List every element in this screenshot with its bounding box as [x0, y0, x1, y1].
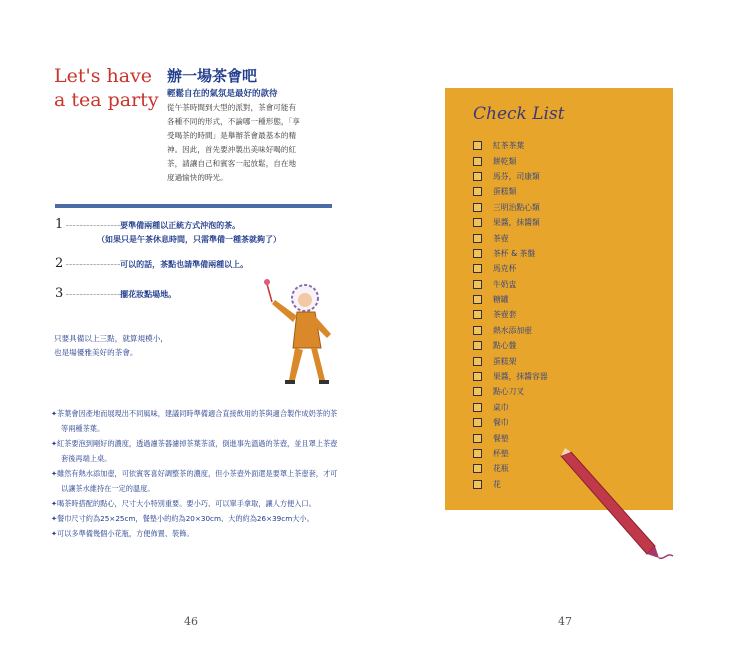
checklist-item-label: 紅茶茶葉 [493, 141, 525, 151]
title-english: Let's have a tea party [54, 65, 159, 111]
checklist-item[interactable] [473, 277, 548, 292]
checkbox[interactable] [473, 187, 482, 196]
checkbox[interactable] [473, 280, 482, 289]
checkbox[interactable] [473, 464, 482, 473]
checkbox[interactable] [473, 141, 482, 150]
checklist-item[interactable] [473, 261, 548, 276]
tips-list [51, 406, 341, 541]
checklist-item[interactable] [473, 200, 548, 215]
checklist-item[interactable] [473, 215, 548, 230]
checkbox[interactable] [473, 449, 482, 458]
leader-dots: ······································· [65, 223, 121, 230]
checklist-item-label: 杯墊 [493, 449, 509, 458]
section-divider [55, 204, 332, 208]
checklist-item[interactable] [473, 323, 548, 338]
checklist-item[interactable] [473, 400, 548, 415]
checklist-item[interactable] [473, 369, 548, 384]
checklist-title: Check List [473, 104, 565, 124]
page-number-right: 47 [558, 615, 572, 628]
checkbox[interactable] [473, 172, 482, 181]
checkbox[interactable] [473, 310, 482, 319]
item-text: 可以的話，茶點也請準備兩種以上。 [120, 260, 249, 269]
checklist-item-label: 桌巾 [493, 402, 509, 412]
title-chinese: 辦一場茶會吧 [167, 67, 258, 85]
item-number: 3 [55, 286, 64, 301]
checkbox[interactable] [473, 295, 482, 304]
item-1-note: （如果只是午茶休息時間，只需準備一種茶就夠了） [97, 235, 281, 244]
checklist-item[interactable] [473, 230, 548, 245]
item-text: 要準備兩種以正統方式沖泡的茶。 [120, 221, 241, 230]
checkbox[interactable] [473, 372, 482, 381]
checklist-item[interactable] [473, 446, 548, 461]
checklist-item-label: 馬克杯 [493, 264, 517, 274]
intro-line: 從午茶時間到大型的派對，茶會可能有 [167, 103, 297, 112]
checklist-item-label: 果醬，抹醬容器 [493, 372, 548, 382]
intro-line: 神。因此，首先要沖製出美味好喝的紅 [167, 145, 297, 154]
checklist-item-label: 牛奶盅 [493, 279, 517, 289]
subtitle: 輕鬆自在的氣氛是最好的款待 [167, 89, 278, 99]
checklist-item-label: 點心盤 [493, 341, 517, 351]
checklist-item[interactable] [473, 353, 548, 368]
checkbox[interactable] [473, 387, 482, 396]
checklist [473, 138, 548, 492]
list-item-2 [55, 256, 248, 271]
man-holding-flower-illustration [245, 276, 355, 396]
checklist-item[interactable] [473, 430, 548, 445]
item-number: 2 [55, 256, 64, 271]
tip-item: ✦茶葉會因產地而展現出不同風味，建議同時準備適合直接飲用的茶與適合製作成奶茶的茶等兩種茶葉。 [51, 409, 338, 433]
list-item-3 [55, 286, 176, 301]
tip-item: ✦紅茶要泡到剛好的濃度，透過濾茶器濾掉茶葉茶渣，倒進事先溫過的茶壺，並且罩上茶壺套後再端上桌。 [51, 439, 338, 463]
checklist-item[interactable] [473, 307, 548, 322]
checkbox[interactable] [473, 264, 482, 273]
checkbox[interactable] [473, 480, 482, 489]
checklist-item-label: 蛋糕架 [493, 356, 517, 366]
tip-item: ✦喝茶時搭配的點心，尺寸大小特別重要。要小巧、可以單手拿取，讓人方便入口。 [51, 499, 316, 508]
checklist-item-label: 點心刀叉 [493, 387, 525, 397]
item-text: 擺花妝點場地。 [120, 290, 177, 299]
checklist-item-label: 茶壺套 [493, 310, 517, 320]
checklist-item-label: 熱水添加壺 [493, 325, 532, 335]
checklist-item-label: 餅乾類 [493, 156, 517, 166]
page-number-left: 46 [184, 615, 198, 628]
checkbox[interactable] [473, 234, 482, 243]
checkbox[interactable] [473, 218, 482, 227]
intro-paragraph [167, 101, 335, 185]
intro-line: 度過愉快的時光。 [167, 173, 228, 182]
intro-line: 受喝茶的時間」是舉辦茶會最基本的精 [167, 131, 297, 140]
list-item-1 [55, 217, 240, 232]
checklist-item[interactable] [473, 184, 548, 199]
checkbox[interactable] [473, 434, 482, 443]
intro-line: 茶，請讓自己和賓客一起放鬆，自在地 [167, 159, 297, 168]
checklist-item-label: 茶壺 [493, 233, 509, 243]
intro-line: 各種不同的形式，不論哪一種形態，「享 [167, 117, 300, 126]
item-number: 1 [55, 217, 64, 232]
checklist-item-label: 蛋糕類 [493, 187, 517, 197]
note-line: 也是場優雅美好的茶會。 [54, 348, 138, 357]
checklist-item[interactable] [473, 169, 548, 184]
checklist-item-label: 果醬，抹醬類 [493, 218, 540, 228]
checklist-item-label: 餐巾 [493, 418, 509, 428]
checklist-panel [445, 88, 673, 510]
right-page [375, 0, 750, 651]
checklist-item[interactable] [473, 384, 548, 399]
checklist-item[interactable] [473, 153, 548, 168]
tip-item: ✦可以多準備幾個小花瓶，方便佈置、裝飾。 [51, 529, 194, 538]
tip-item: ✦雖然有熱水添加壺，可依賓客喜好調整茶的濃度，但小茶壺外面還是要罩上茶壺套，才可以讓茶水維持在一定的溫度。 [51, 469, 338, 493]
checklist-item[interactable] [473, 138, 548, 153]
checkbox[interactable] [473, 418, 482, 427]
note-line: 只要具備以上三點，就算規模小， [54, 334, 168, 343]
checklist-item-label: 馬芬，司康類 [493, 171, 540, 181]
checklist-item[interactable] [473, 415, 548, 430]
tip-item: ✦餐巾尺寸約為25×25cm，餐墊小的約為20×30cm、大的約為26×39cm大小。 [51, 514, 314, 523]
checkbox[interactable] [473, 203, 482, 212]
checklist-item-label: 茶杯 & 茶盤 [493, 248, 536, 258]
checklist-item[interactable] [473, 292, 548, 307]
leader-dots: ······································· [65, 292, 121, 299]
checkbox[interactable] [473, 357, 482, 366]
checkbox[interactable] [473, 341, 482, 350]
checklist-item[interactable] [473, 461, 548, 476]
checklist-item-label: 花 [493, 479, 501, 489]
checklist-item-label: 餐墊 [493, 433, 509, 443]
summary-note [54, 332, 168, 360]
pencil-illustration [555, 448, 675, 568]
checkbox[interactable] [473, 403, 482, 412]
checklist-item-label: 花瓶 [493, 464, 509, 474]
checklist-item[interactable] [473, 246, 548, 261]
checklist-item[interactable] [473, 477, 548, 492]
leader-dots: ······································· [65, 262, 121, 269]
checkbox[interactable] [473, 326, 482, 335]
checkbox[interactable] [473, 157, 482, 166]
checklist-item-label: 三明治點心類 [493, 202, 540, 212]
checkbox[interactable] [473, 249, 482, 258]
checklist-item-label: 糖罐 [493, 295, 509, 305]
checklist-item[interactable] [473, 338, 548, 353]
